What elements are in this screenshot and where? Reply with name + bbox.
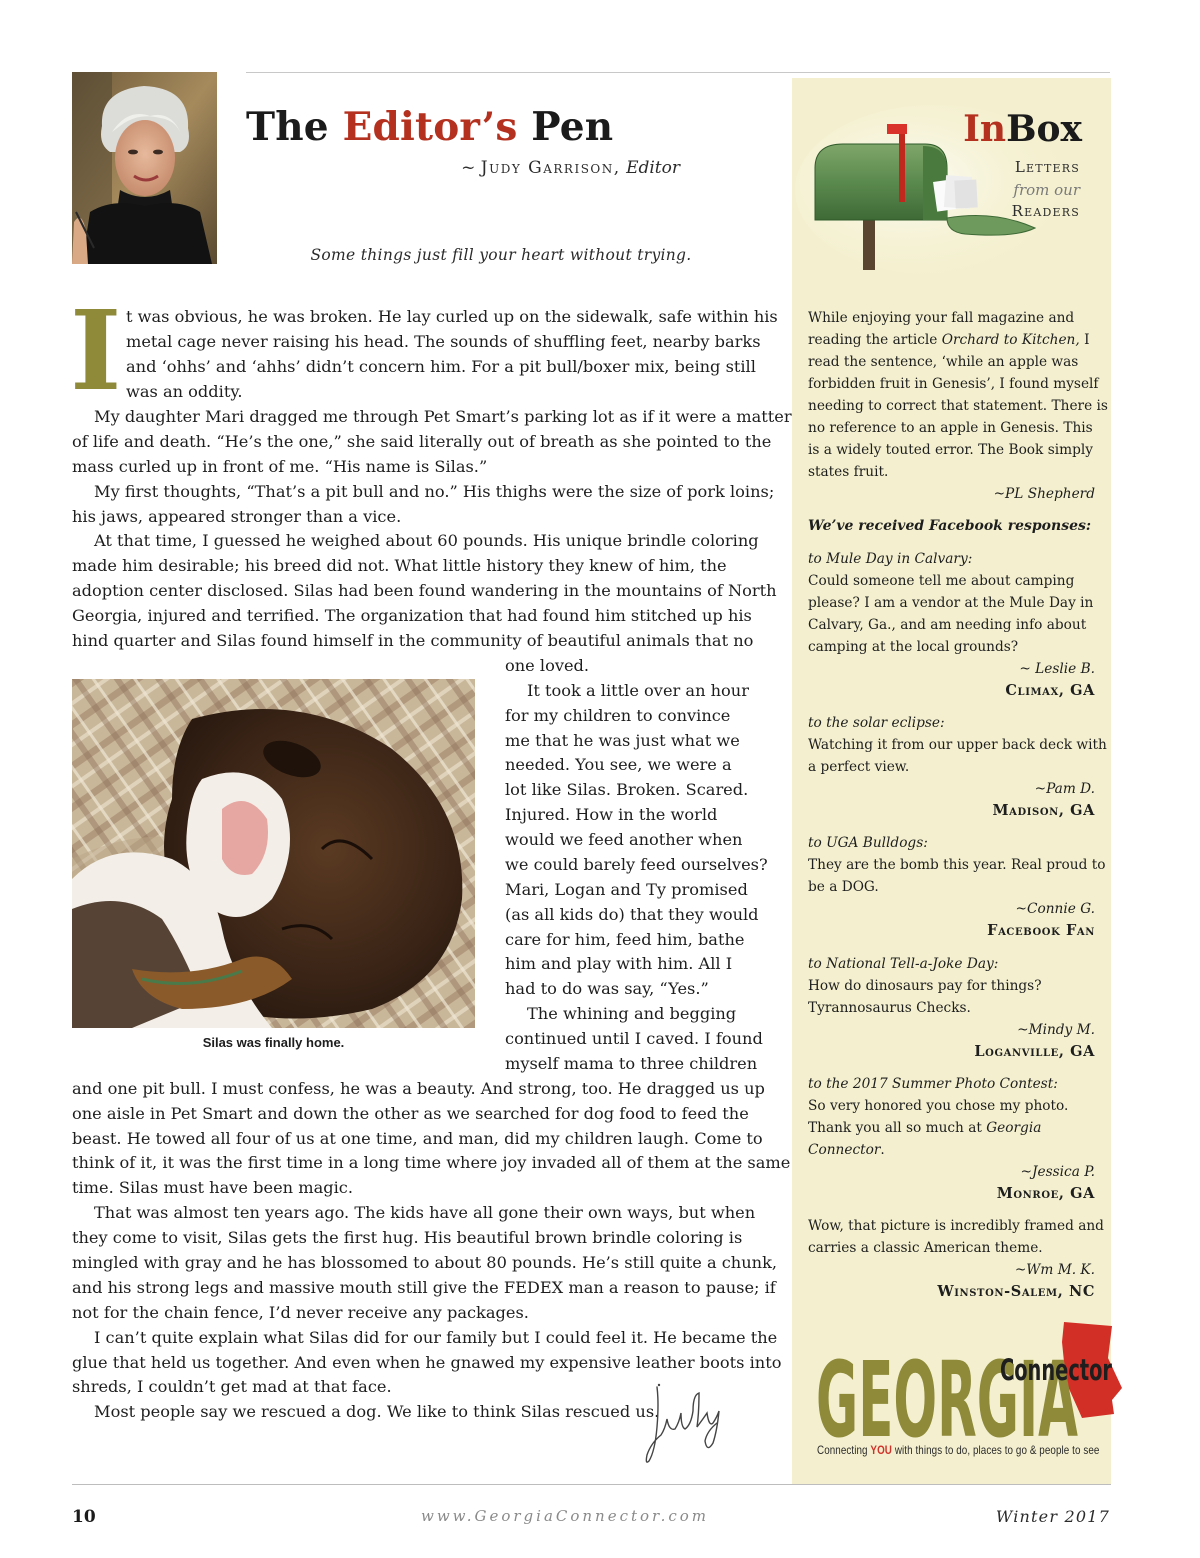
response-line: Calvary, Ga., and am needing info about (808, 617, 1087, 633)
letter-line: needing to correct that statement. There is (808, 398, 1108, 414)
article-line: hind quarter and Silas found himself in the community of beautiful animals that no (72, 631, 754, 650)
response-location: Madison, GA (992, 802, 1095, 819)
drop-cap: I (70, 286, 122, 415)
response-location: Loganville, GA (974, 1043, 1095, 1060)
letter-line: is a widely touted error. The Book simply (808, 442, 1093, 458)
response-line: How do dinosaurs pay for things? (808, 978, 1042, 994)
logo-tagline (817, 1443, 1100, 1457)
dog-photo (72, 679, 475, 1028)
article-line: mingled with gray and he has blossomed to about 80 pounds. He’s still quite a chunk, (72, 1253, 778, 1272)
article-line: made him desirable; his breed did not. What little history they knew of him, the (72, 556, 727, 575)
article-line: t was obvious, he was broken. He lay curled up on the sidewalk, safe within his (126, 307, 778, 326)
tagline: Some things just fill your heart without trying. (310, 246, 692, 264)
article-line: Most people say we rescued a dog. We like to think Silas rescued us. (94, 1402, 660, 1421)
response-location: Climax, GA (1005, 682, 1095, 699)
footer-issue: Winter 2017 (995, 1507, 1110, 1526)
article-line: The whining and begging (527, 1004, 737, 1023)
article-line: My daughter Mari dragged me through Pet Smart’s parking lot as if it were a matter (94, 407, 792, 426)
article-line: and one pit bull. I must confess, he was a beauty. And strong, too. He dragged us up (72, 1079, 765, 1098)
article-line: metal cage never raising his head. The sounds of shuffling feet, nearby barks (126, 332, 761, 351)
article-line: I can’t quite explain what Silas did for our family but I could feel it. He became the (94, 1328, 778, 1347)
response-topic: to UGA Bulldogs: (808, 835, 928, 851)
article-line: of life and death. “He’s the one,” she said literally out of breath as she pointed to the (72, 432, 772, 451)
article-line: Injured. How in the world (505, 805, 718, 824)
article-line: one aisle in Pet Smart and down the other as we searched for dog food to feed the (72, 1104, 749, 1123)
response-line: please? I am a vendor at the Mule Day in (808, 595, 1094, 611)
response-text-italic: Connector (808, 1142, 881, 1158)
article-line: At that time, I guessed he weighed about 60 pounds. His unique brindle coloring (94, 531, 759, 550)
response-line: a perfect view. (808, 759, 910, 775)
response-signature: ~Wm M. K. (1014, 1262, 1095, 1278)
letter-line (808, 329, 1090, 351)
article-line: lot like Silas. Broken. Scared. (505, 780, 749, 799)
article-line: Mari, Logan and Ty promised (505, 880, 748, 899)
article-line: one loved. (505, 656, 590, 675)
logo-tagline-text: Connecting (817, 1443, 871, 1457)
article-line: needed. You see, we were a (505, 755, 732, 774)
inbox-subtitle-from: from our (1013, 181, 1080, 199)
byline-prefix: ~ (461, 158, 481, 178)
response-line: camping at the local grounds? (808, 639, 1019, 655)
top-rule (246, 72, 1110, 73)
signature-image (643, 1383, 723, 1467)
logo-tagline-you: YOU (870, 1443, 893, 1457)
response-topic: to Mule Day in Calvary: (808, 551, 973, 567)
logo-tagline-text: with things to do, places to go & people to see (892, 1443, 1100, 1457)
article-line: care for him, feed him, bathe (505, 930, 745, 949)
article-line: not for the chain fence, I’d never receive any packages. (72, 1303, 529, 1322)
letter-line: no reference to an apple in Genesis. This (808, 420, 1093, 436)
page-title (246, 104, 613, 150)
page-number: 10 (72, 1507, 96, 1527)
response-line: Tyrannosaurus Checks. (808, 1000, 971, 1016)
inbox-subtitle-letters: Letters (1014, 158, 1080, 176)
inbox-subtitle-readers: Readers (1011, 202, 1080, 220)
article-line: adoption center disclosed. Silas had been found wandering in the mountains of North (72, 581, 777, 600)
inbox-title-accent: In (963, 108, 1007, 150)
response-topic: to the solar eclipse: (808, 715, 945, 731)
response-location: Monroe, GA (996, 1185, 1095, 1202)
response-line: be a DOG. (808, 879, 879, 895)
response-line: carries a classic American theme. (808, 1240, 1043, 1256)
photo-caption: Silas was finally home. (202, 1035, 345, 1050)
article-line: for my children to convince (505, 706, 731, 725)
response-location: Winston-Salem, NC (937, 1283, 1095, 1300)
article-line: his jaws, appeared stronger than a vice. (72, 507, 402, 526)
byline (420, 158, 680, 178)
article-line: Georgia, injured and terrified. The organization that had found him stitched up his (72, 606, 752, 625)
letter-text: reading the article (808, 332, 942, 348)
letter-line: forbidden fruit in Genesis’, I found myself (808, 376, 1099, 392)
letter-text: I (1079, 332, 1090, 348)
title-accent: Editor’s (342, 104, 518, 150)
response-topic: to the 2017 Summer Photo Contest: (808, 1076, 1058, 1092)
title-pre: The (246, 104, 343, 150)
article-line: and ‘ohhs’ and ‘ahhs’ didn’t concern him. For a pit bull/boxer mix, being still (126, 357, 756, 376)
article-line: beast. He towed all four of us at one time, and man, did my children laugh. Come to (72, 1129, 763, 1148)
article-line: (as all kids do) that they would (505, 905, 759, 924)
article-line: and his strong legs and massive mouth still give the FEDEX man a reason to pause; if (72, 1278, 776, 1297)
article-line: think of it, it was the first time in a long time where joy invaded all of them at the same (72, 1153, 791, 1172)
response-signature: ~Mindy M. (1017, 1022, 1095, 1038)
response-signature: ~Pam D. (1034, 781, 1095, 797)
response-line: So very honored you chose my photo. (808, 1098, 1069, 1114)
response-text: . (880, 1142, 885, 1158)
response-signature: ~Connie G. (1015, 901, 1095, 917)
response-line: Could someone tell me about camping (808, 573, 1075, 589)
article-line: My first thoughts, “That’s a pit bull and no.” His thighs were the size of pork loins; (94, 482, 775, 501)
response-line: Watching it from our upper back deck with (808, 737, 1107, 753)
letter-article-title: Orchard to Kitchen, (941, 332, 1080, 348)
response-signature: ~ Leslie B. (1019, 661, 1095, 677)
inbox-title (940, 108, 1082, 150)
editor-portrait-photo (72, 72, 217, 264)
article-line: continued until I caved. I found (505, 1029, 763, 1048)
response-line: They are the bomb this year. Real proud to (808, 857, 1106, 873)
article-line: me that he was just what we (505, 731, 740, 750)
letter-line: While enjoying your fall magazine and (808, 310, 1075, 326)
response-text: Thank you all so much at (808, 1120, 987, 1136)
article-line: was an oddity. (126, 382, 243, 401)
letter-line: states fruit. (808, 464, 889, 480)
response-location: Facebook Fan (987, 922, 1095, 939)
title-post: Pen (517, 104, 614, 150)
response-text-italic: Georgia (986, 1120, 1042, 1136)
facebook-heading: We’ve received Facebook responses: (808, 518, 1092, 534)
letter-signature: ~PL Shepherd (993, 486, 1095, 502)
response-topic: to National Tell-a-Joke Day: (808, 956, 999, 972)
article-line: time. Silas must have been magic. (72, 1178, 353, 1197)
response-line: Wow, that picture is incredibly framed and (808, 1218, 1104, 1234)
article-line: mass curled up in front of me. “His name is Silas.” (72, 457, 488, 476)
byline-name: Judy Garrison, (480, 158, 621, 178)
byline-role: Editor (626, 158, 680, 178)
article-line: him and play with him. All I (505, 954, 733, 973)
logo-word: GEORGIA (816, 1339, 1078, 1461)
response-line (808, 1139, 885, 1161)
article-line: had to do was say, “Yes.” (505, 979, 709, 998)
article-line: we could barely feed ourselves? (505, 855, 768, 874)
response-signature: ~Jessica P. (1020, 1164, 1095, 1180)
footer-rule (72, 1484, 1111, 1485)
inbox-title-rest: Box (1006, 108, 1082, 150)
article-line: That was almost ten years ago. The kids have all gone their own ways, but when (94, 1203, 756, 1222)
footer-url: www.GeorgiaConnector.com (420, 1507, 710, 1525)
article-line: would we feed another when (505, 830, 743, 849)
letter-line: read the sentence, ‘while an apple was (808, 354, 1079, 370)
article-line: It took a little over an hour (527, 681, 749, 700)
article-line: myself mama to three children (505, 1054, 758, 1073)
article-line: shreds, I couldn’t get mad at that face. (72, 1377, 392, 1396)
article-line: they come to visit, Silas gets the first hug. His beautiful brown brindle coloring is (72, 1228, 743, 1247)
article-line: glue that held us together. And even when he gnawed my expensive leather boots into (72, 1353, 782, 1372)
logo-sub: Connector (1000, 1353, 1113, 1387)
response-line (808, 1117, 1041, 1139)
